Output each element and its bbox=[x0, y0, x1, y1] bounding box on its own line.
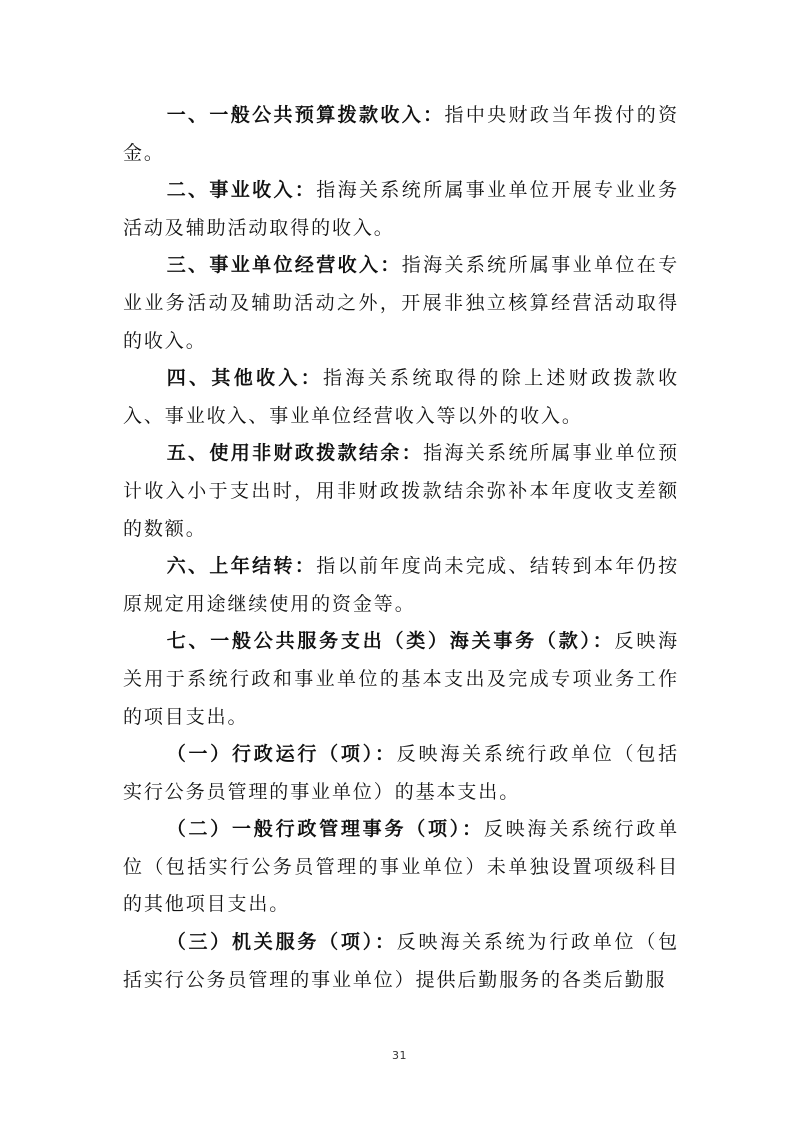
page-body bbox=[123, 97, 679, 999]
definition-term: 六、上年结转： bbox=[166, 555, 317, 578]
definition-paragraph-3 bbox=[123, 247, 679, 360]
definition-paragraph-7 bbox=[123, 623, 679, 736]
page-number: 31 bbox=[392, 1049, 407, 1062]
definition-text: 指海关系统所属事业单位预计收入小于支出时，用非财政拨款结余弥补本年度收支差额的数额。 bbox=[123, 442, 679, 540]
definition-text: 指海关系统所属事业单位开展专业业务活动及辅助活动取得的收入。 bbox=[123, 179, 679, 239]
definition-text: 反映海关系统为行政单位（包括实行公务员管理的事业单位）提供后勤服务的各类后勤服 bbox=[123, 931, 680, 991]
definition-term: 一、一般公共预算拨款收入： bbox=[166, 104, 445, 126]
definition-text: 指海关系统取得的除上述财政拨款收入、事业收入、事业单位经营收入等以外的收入。 bbox=[123, 367, 679, 427]
definition-paragraph-9 bbox=[123, 811, 679, 924]
definition-text: 反映海关系统行政单位（包括实行公务员管理的事业单位）的基本支出。 bbox=[123, 743, 680, 803]
definition-text: 指以前年度尚未完成、结转到本年仍按原规定用途继续使用的资金等。 bbox=[123, 555, 679, 615]
definition-paragraph-2 bbox=[123, 172, 679, 247]
definition-term: 三、事业单位经营收入： bbox=[166, 254, 402, 277]
definition-paragraph-5 bbox=[123, 435, 679, 548]
definition-paragraph-4 bbox=[123, 360, 679, 435]
definition-term: 二、事业收入： bbox=[166, 179, 317, 202]
definition-term: （一）行政运行（项）： bbox=[166, 743, 397, 766]
definition-paragraph-1 bbox=[123, 97, 679, 172]
definition-term: （三）机关服务（项）： bbox=[166, 931, 397, 954]
definition-paragraph-10 bbox=[123, 924, 679, 999]
definition-term: 四、其他收入： bbox=[166, 367, 324, 390]
definition-term: 五、使用非财政拨款结余： bbox=[166, 442, 424, 465]
definition-term: 七、一般公共服务支出（类）海关事务（款）： bbox=[166, 630, 615, 653]
definition-text: 反映海关系统行政单位（包括实行公务员管理的事业单位）未单独设置项级科目的其他项目支出。 bbox=[123, 818, 679, 916]
definition-term: （二）一般行政管理事务（项）： bbox=[166, 818, 484, 841]
definition-paragraph-6 bbox=[123, 548, 679, 623]
definition-paragraph-8 bbox=[123, 736, 679, 811]
definition-text: 指中央财政当年拨付的资金。 bbox=[123, 104, 680, 164]
definition-text: 指海关系统所属事业单位在专业业务活动及辅助活动之外，开展非独立核算经营活动取得的收入。 bbox=[123, 254, 680, 352]
definition-text: 反映海关用于系统行政和事业单位的基本支出及完成专项业务工作的项目支出。 bbox=[123, 630, 680, 728]
